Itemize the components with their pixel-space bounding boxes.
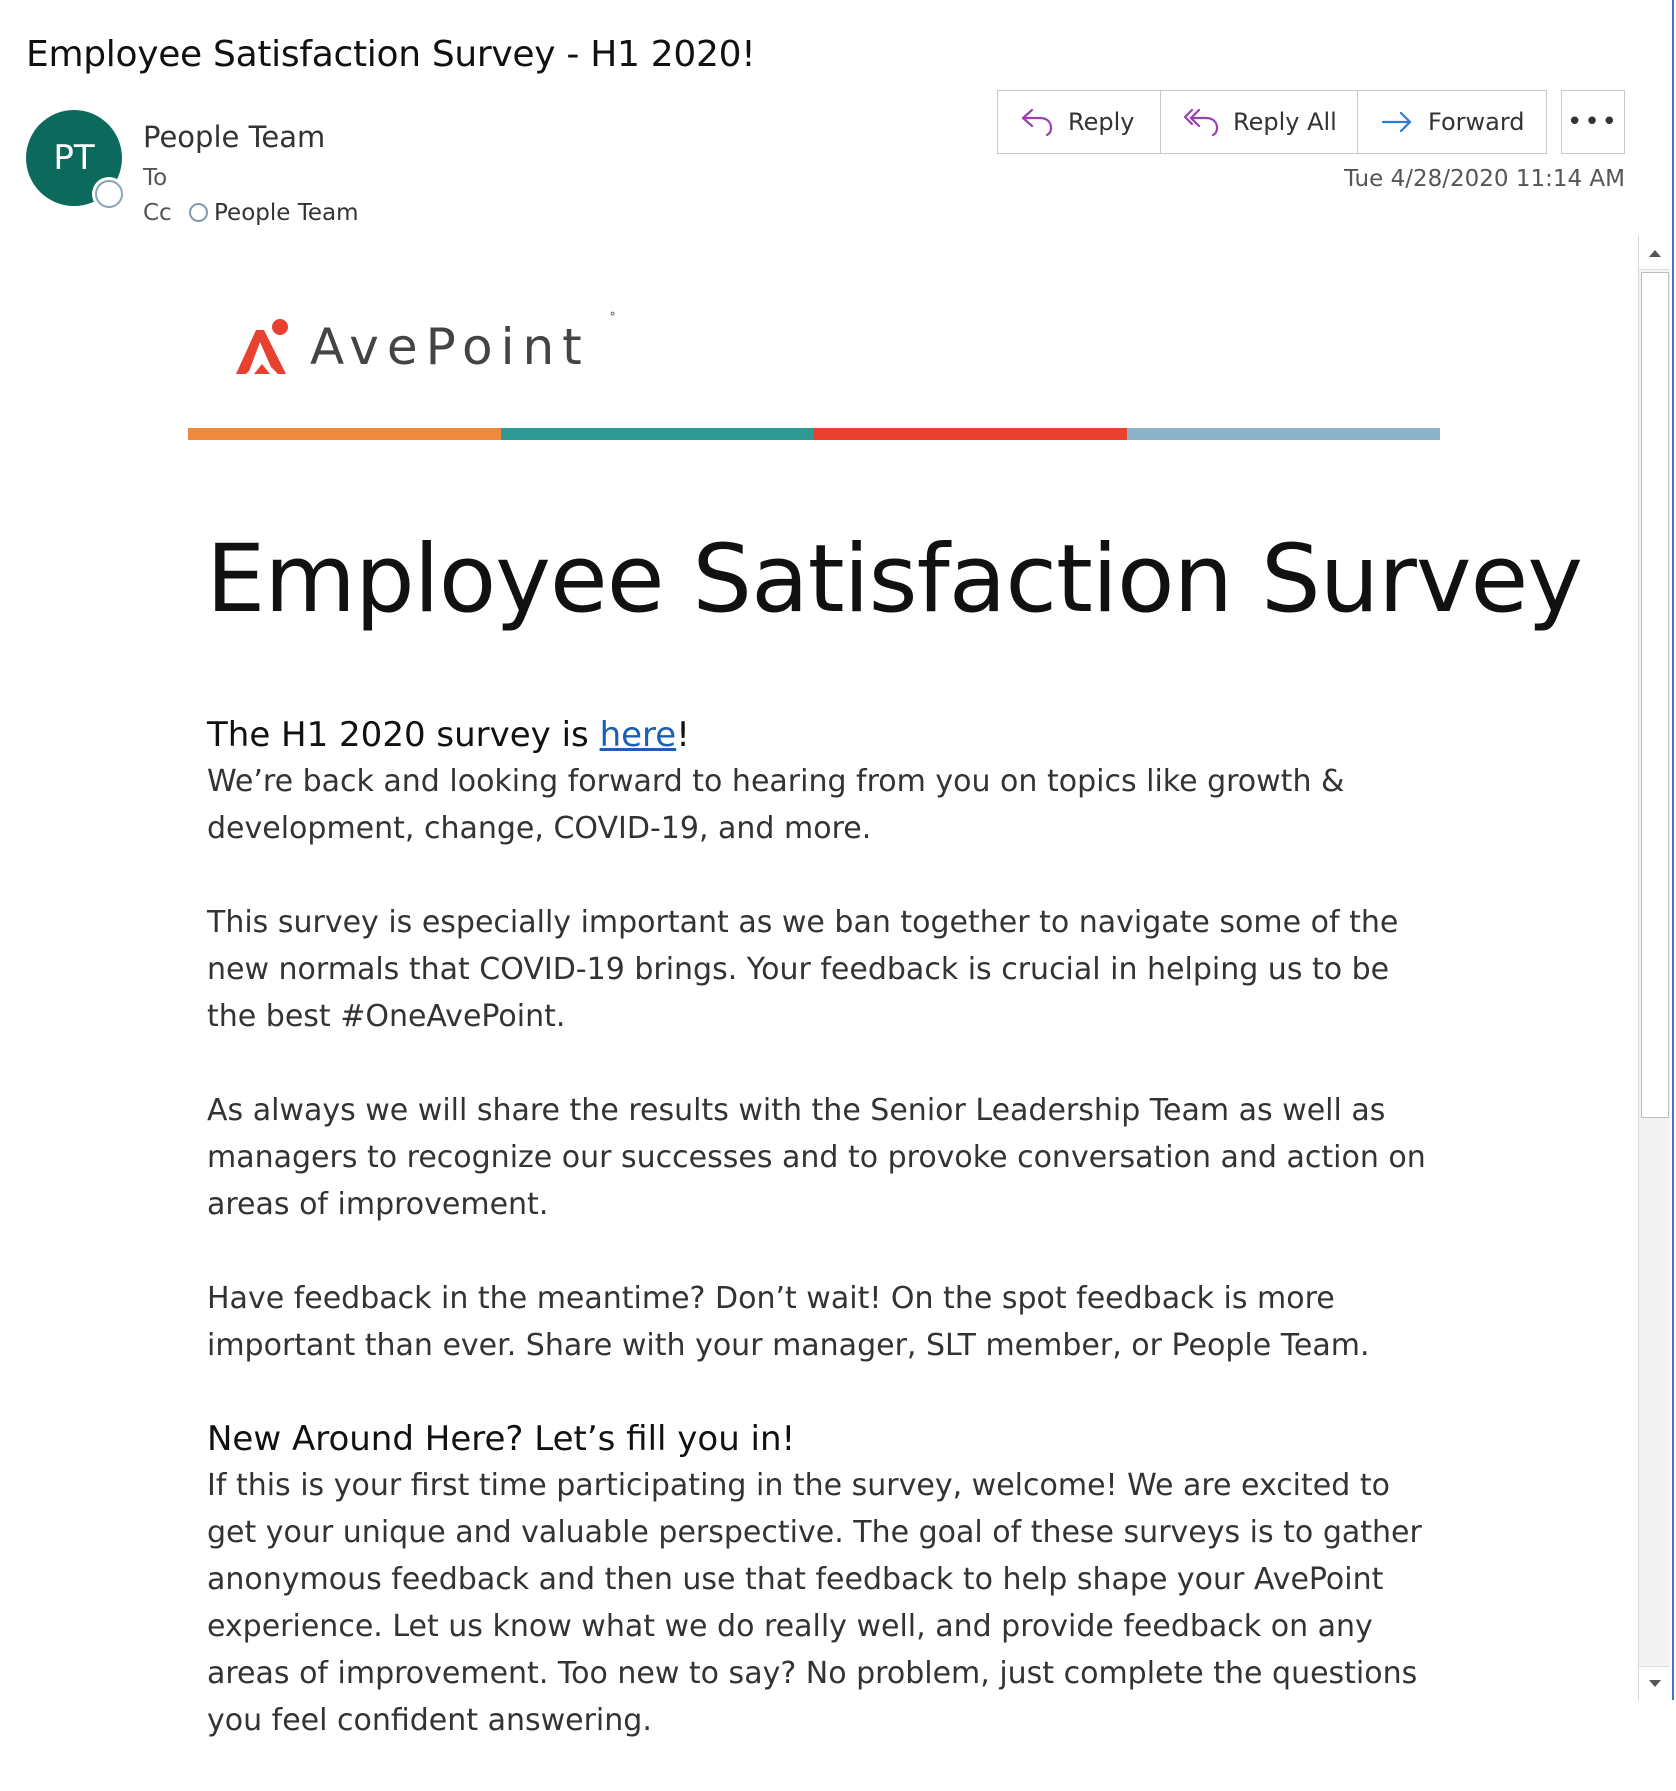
- survey-link[interactable]: here: [599, 715, 677, 755]
- reply-all-button[interactable]: [1161, 91, 1358, 153]
- cc-label: Cc: [143, 200, 172, 226]
- survey-heading-suffix: !: [676, 715, 690, 755]
- stripe-red: [814, 428, 1127, 440]
- logo-wordmark: AvePoint: [310, 318, 590, 376]
- avepoint-a-logo-icon: [232, 318, 292, 376]
- paragraph-new-here: If this is your first time participating in the survey, welcome! We are excited to get your unique and valuable perspective. The goal of these surveys is to gather anonymous feedback and then use that feedback to help shape your AvePoint experience. Let us know what we do really well, and provide feedback on any areas of improvement. Too new to say? No problem, just complete the questions you feel confident answering.: [207, 1468, 1422, 1738]
- action-bar: [997, 90, 1547, 154]
- reply-arrow-icon: [1020, 107, 1054, 137]
- presence-status-icon: [95, 180, 123, 208]
- sender-name[interactable]: People Team: [143, 120, 326, 154]
- avatar-initials: PT: [53, 138, 95, 178]
- paragraph-intro: We’re back and looking forward to hearing from you on topics like growth & development, change, COVID-19, and more.: [207, 764, 1345, 846]
- cc-recipient[interactable]: People Team: [214, 200, 359, 226]
- forward-label: Forward: [1428, 108, 1525, 136]
- reply-button[interactable]: [998, 91, 1161, 153]
- reply-all-label: Reply All: [1233, 108, 1337, 136]
- survey-title: Employee Satisfaction Survey: [206, 525, 1582, 634]
- forward-arrow-icon: [1380, 107, 1414, 137]
- email-body: [207, 712, 1437, 1791]
- survey-heading: [207, 712, 1437, 758]
- more-actions-button[interactable]: [1561, 90, 1625, 154]
- scroll-down-arrow-icon: [1648, 1679, 1662, 1689]
- to-label: To: [143, 165, 168, 191]
- reply-label: Reply: [1068, 108, 1135, 136]
- avepoint-logo: [232, 312, 616, 376]
- paragraph-importance: This survey is especially important as we ban together to navigate some of the new normals that COVID-19 brings. Your feedback is crucial in helping us to be the best #OneAvePoint.: [207, 905, 1399, 1034]
- more-dots-icon: •••: [1566, 107, 1619, 137]
- color-stripe-divider: [188, 428, 1440, 440]
- email-subject: Employee Satisfaction Survey - H1 2020!: [26, 34, 756, 75]
- cc-presence-icon: [189, 203, 208, 222]
- sent-date: Tue 4/28/2020 11:14 AM: [1343, 166, 1625, 192]
- logo-trademark: ˚: [609, 312, 616, 328]
- vertical-scrollbar[interactable]: [1638, 236, 1670, 1700]
- scroll-up-button[interactable]: [1639, 236, 1670, 270]
- new-here-heading: New Around Here? Let’s fill you in!: [207, 1419, 796, 1459]
- stripe-teal: [501, 428, 814, 440]
- stripe-orange: [188, 428, 501, 440]
- survey-heading-text: The H1 2020 survey is: [207, 715, 600, 755]
- window-border: [1672, 0, 1674, 1700]
- paragraph-results: As always we will share the results with the Senior Leadership Team as well as managers to recognize our successes and to provoke conversation and action on areas of improvement.: [207, 1093, 1426, 1222]
- stripe-blue: [1127, 428, 1440, 440]
- scroll-down-button[interactable]: [1639, 1666, 1670, 1700]
- forward-button[interactable]: [1358, 91, 1546, 153]
- paragraph-feedback: Have feedback in the meantime? Don’t wait! On the spot feedback is more important than ever. Share with your manager, SLT member, or People Team.: [207, 1281, 1370, 1363]
- scroll-up-arrow-icon: [1648, 248, 1662, 258]
- scroll-thumb[interactable]: [1641, 272, 1669, 1118]
- reply-all-arrow-icon: [1183, 107, 1219, 137]
